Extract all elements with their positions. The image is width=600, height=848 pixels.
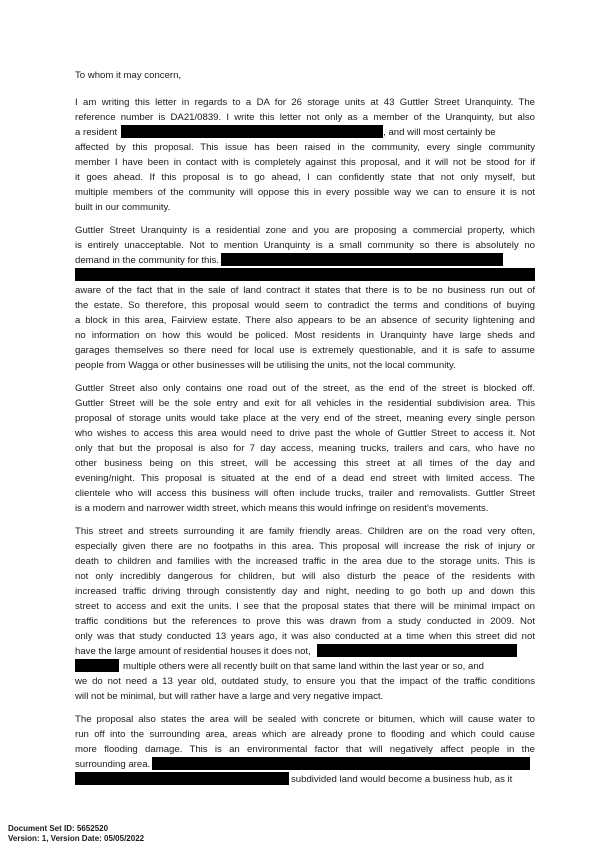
- letter-line: will not be minimal, but will rather have a large and very negative impact.: [75, 691, 384, 702]
- letter-line: garages themselves so there need for local use is extremely questionable, and it is safe to assume: [75, 345, 535, 356]
- letter-line: Guttler Street also only contains one road out of the street, as the end of the street is blocked off.: [75, 383, 535, 394]
- letter-line: more flooding damage. This is an environmental factor that will negatively affect people in the: [75, 744, 535, 755]
- letter-line: member I have been in contact with is completely against this proposal, and it will not be stood for if: [75, 157, 535, 168]
- letter-text: a resident: [75, 127, 118, 138]
- letter-line: only that but the proposal is also for 7 day access, meaning trucks, trailers and cars, who have no: [75, 443, 535, 454]
- redaction-block: [121, 125, 383, 138]
- letter-text: surrounding area.: [75, 759, 151, 770]
- letter-text: demand in the community for this.: [75, 255, 219, 266]
- letter-line: the estate. So therefore, this proposal would seem to contradict the terms and conditions of buying: [75, 300, 535, 311]
- version-date: 05/05/2022: [104, 834, 145, 843]
- letter-line: street to access and exit the units. I see that the proposal states that there will be minimal impact on: [75, 601, 535, 612]
- letter-line: a block in this area, Fairview estate. There also appears to be an absence of security lightening and: [75, 315, 535, 326]
- letter-line: built in our community.: [75, 202, 171, 213]
- letter-line: clientele who will access this business will often include trucks, trailer and removalists. Guttler Street: [75, 488, 535, 499]
- letter-line: This street and streets surrounding it are family friendly areas. Children are on the road very often,: [75, 526, 535, 537]
- letter-line: traffic conditions but the references to prove this was drawn from a study conducted in 2009. Not: [75, 616, 535, 627]
- redaction-block: [317, 644, 517, 657]
- letter-line: death to children and families with the increased traffic in the area due to the storage units. This is: [75, 556, 535, 567]
- letter-line: other business being on this street, will be accessing this street at all times of the day and: [75, 458, 535, 469]
- letter-line: aware of the fact that in the sale of land contract it states that there is to be no business run out of: [75, 285, 535, 296]
- letter-line: is entirely unacceptable. Not to mention Uranquinty is a small community so there is absolutely no: [75, 240, 535, 251]
- letter-line-redacted: [75, 644, 535, 659]
- letter-line-redacted: [75, 757, 535, 772]
- redaction-block: [221, 253, 503, 266]
- letter-text: multiple others were all recently built on that same land within the last year or so, and: [123, 661, 485, 672]
- letter-text: , and will most certainly be: [383, 127, 496, 138]
- letter-text: have the large amount of residential houses it does not,: [75, 646, 311, 657]
- letter-line: Guttler Street will be the sole entry and exit for all vehicles in the residential subdivision area. This: [75, 398, 535, 409]
- letter-line: not only incredibly dangerous for children, but will also disturb the peace of the residents with: [75, 571, 535, 582]
- letter-line: affected by this proposal. This issue has been raised in the community, every single community: [75, 142, 535, 153]
- letter-line-redacted: [75, 659, 535, 674]
- document-set-id: [8, 824, 108, 834]
- letter-line: run off into the surrounding area, areas which are already prone to flooding and which could cause: [75, 729, 535, 740]
- redaction-block: [75, 772, 289, 785]
- letter-line-redacted: [75, 125, 535, 140]
- letter-line: who wishes to access this area would need to drive past the whole of Guttler Street to access it. Not: [75, 428, 535, 439]
- redaction-block: [75, 268, 535, 281]
- letter-line: evening/night. This proposal is situated at the end of a dead end street with limited access. The: [75, 473, 535, 484]
- letter-line-redacted: [75, 268, 535, 283]
- letter-line: it goes ahead. If this proposal is to go ahead, I can confidently state that not only myself, but: [75, 172, 535, 183]
- letter-line: reference number is DA21/0839. I write this letter not only as a member of the Uranquinty, but also: [75, 112, 535, 123]
- letter-line: people from Wagga or other businesses will be utilising the units, not the local community.: [75, 360, 456, 371]
- letter-line: is a modern and narrower width street, which means this would infringe on resident's movements.: [75, 503, 489, 514]
- version-label: Version: 1, Version Date:: [8, 834, 102, 843]
- letter-line: no information on how this would be policed. Most residents in Uranquinty have large sheds and: [75, 330, 535, 341]
- letter-greeting: To whom it may concern,: [75, 70, 182, 81]
- letter-line: The proposal also states the area will be sealed with concrete or bitumen, which will cause water to: [75, 714, 535, 725]
- letter-line: multiple members of the community will oppose this in every possible way we can to ensure it is not: [75, 187, 535, 198]
- letter-line: Guttler Street Uranquinty is a residential zone and you are proposing a commercial property, which: [75, 225, 535, 236]
- redaction-block: [75, 659, 119, 672]
- letter-line: I am writing this letter in regards to a DA for 26 storage units at 43 Guttler Street Uranquinty. The: [75, 97, 535, 108]
- letter-line-redacted: [75, 772, 535, 787]
- document-version: [8, 834, 144, 844]
- letter-line-redacted: [75, 253, 535, 268]
- letter-line: especially given there are no footpaths in this area. This proposal will increase the risk of injury or: [75, 541, 535, 552]
- doc-set-label: Document Set ID:: [8, 824, 75, 833]
- doc-set-value: 5652520: [76, 824, 109, 833]
- letter-line: we do not need a 13 year old, outdated study, to ensure you that the impact of the traffic conditions: [75, 676, 535, 687]
- letter-line: increased traffic driving through consistently day and night, needing to go both up and down this: [75, 586, 535, 597]
- letter-text: subdivided land would become a business hub, as it: [291, 774, 513, 785]
- redaction-block: [152, 757, 530, 770]
- letter-line: only was that study conducted 13 years ago, it was also conducted at a time when this street did not: [75, 631, 535, 642]
- letter-line: proposal of storage units would take place at the very end of the street, meaning every single person: [75, 413, 535, 424]
